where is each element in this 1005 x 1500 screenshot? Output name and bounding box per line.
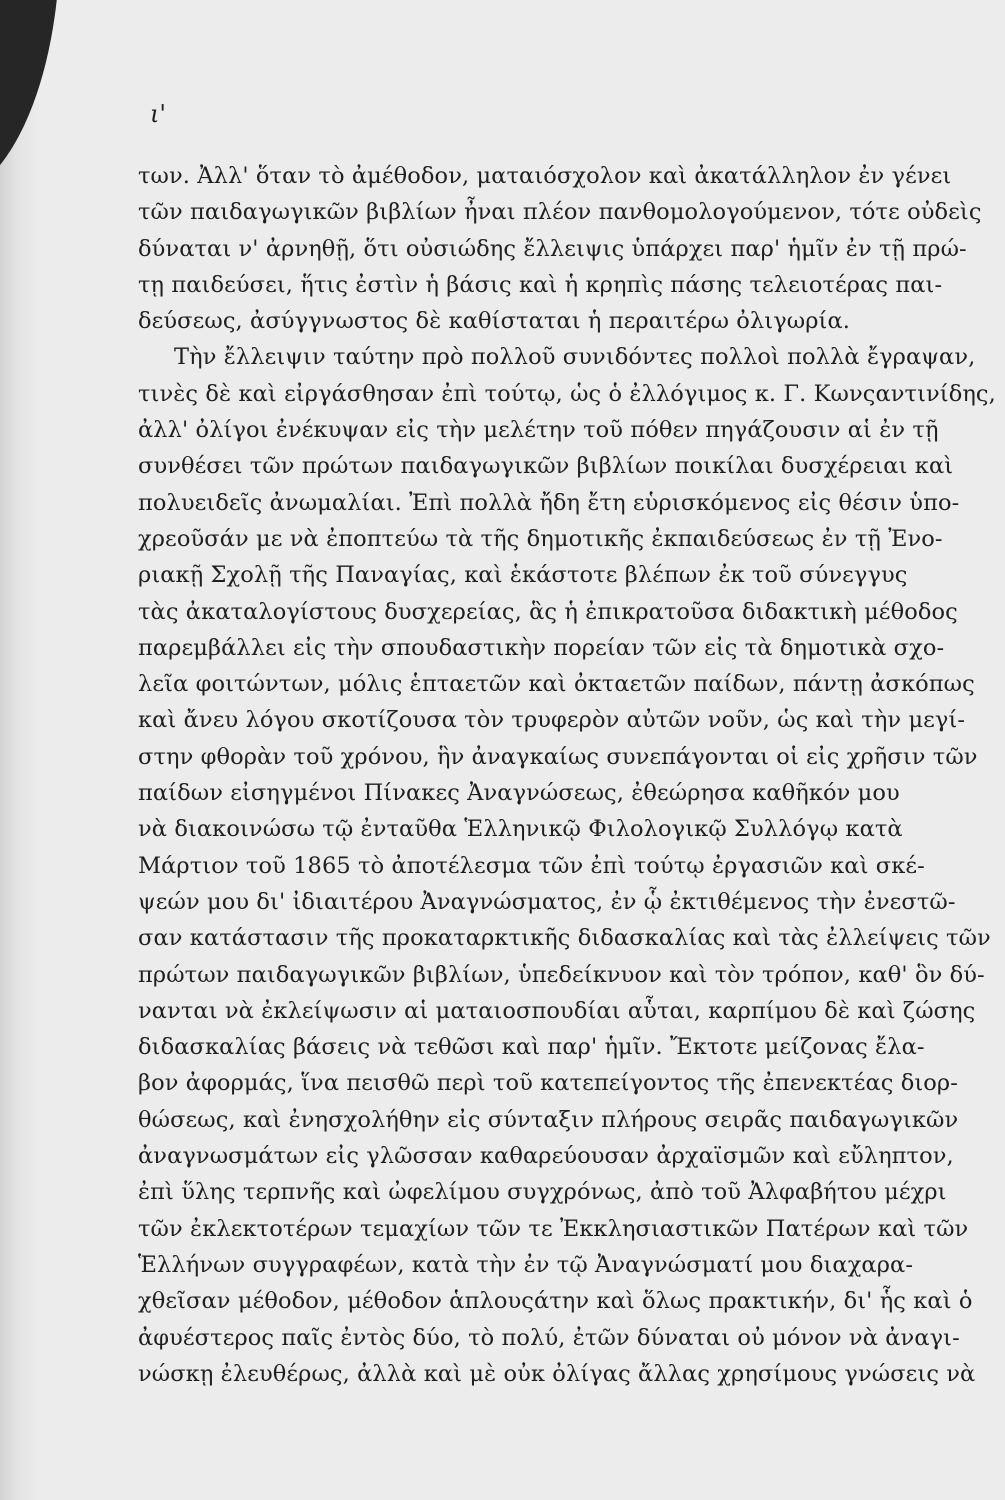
text-line: τῶν παιδαγωγικῶν βιβλίων ἦναι πλέον πανθομολογούμενον, τότε οὐδεὶς — [138, 199, 982, 226]
text-line: καὶ ἄνευ λόγου σκοτίζουσα τὸν τρυφερὸν αὐτῶν νοῦν, ὡς καὶ τὴν μεγί- — [138, 707, 966, 734]
text-line: Τὴν ἔλλειψιν ταύτην πρὸ πολλοῦ συνιδόντες πολλοὶ πολλὰ ἔγραψαν, — [174, 344, 976, 371]
text-line: βον ἀφορμάς, ἵνα πεισθῶ περὶ τοῦ κατεπείγοντος τῆς ἐπενεκτέας διορ- — [138, 1070, 958, 1097]
text-line: λεῖα φοιτώντων, μόλις ἑπταετῶν καὶ ὀκταετῶν παίδων, πάντῃ ἀσκόπως — [138, 671, 975, 698]
body-text — [138, 158, 996, 1392]
text-line: χθεῖσαν μέθοδον, μέθοδον ἁπλουςάτην καὶ ὅλως πρακτικήν, δι' ἧς καὶ ὁ — [138, 1288, 973, 1315]
text-line: των. Ἀλλ' ὅταν τὸ ἀμέθοδον, ματαιόσχολον καὶ ἀκατάλληλον ἐν γένει — [138, 163, 952, 189]
text-line: παρεμβάλλει εἰς τὴν σπουδαστικὴν πορείαν τῶν εἰς τὰ δημοτικὰ σχο- — [138, 634, 945, 661]
text-line: στην φθορὰν τοῦ χρόνου, ἣν ἀναγκαίως συνεπάγονται οἱ εἰς χρῆσιν τῶν — [138, 743, 978, 770]
text-line: πολυειδεῖς ἀνωμαλίαι. Ἐπὶ πολλὰ ἤδη ἔτη εὑρισκόμενος εἰς θέσιν ὑπο- — [138, 489, 960, 516]
text-line: Μάρτιον τοῦ 1865 τὸ ἀποτέλεσμα τῶν ἐπὶ τούτῳ ἐργασιῶν καὶ σκέ- — [138, 852, 925, 879]
text-line: χρεοῦσάν με νὰ ἐποπτεύω τὰ τῆς δημοτικῆς ἐκπαιδεύσεως ἐν τῇ Ἐνο- — [138, 525, 943, 552]
text-line: ἐπὶ ὕλης τερπνῆς καὶ ὠφελίμου συγχρόνως, ἀπὸ τοῦ Ἀλφαβήτου μέχρι — [138, 1179, 947, 1206]
text-line: ριακῇ Σχολῇ τῆς Παναγίας, καὶ ἑκάστοτε βλέπων ἐκ τοῦ σύνεγγυς — [138, 562, 908, 589]
text-line: τινὲς δὲ καὶ εἰργάσθησαν ἐπὶ τούτῳ, ὡς ὁ ἐλλόγιμος κ. Γ. Κωνςαντινίδης, — [138, 380, 996, 407]
text-line: θώσεως, καὶ ἐνησχολήθην εἰς σύνταξιν πλήρους σειρᾶς παιδαγωγικῶν — [138, 1106, 959, 1133]
text-line: νὰ διακοινώσω τῷ ἐνταῦθα Ἑλληνικῷ Φιλολογικῷ Συλλόγῳ κατὰ — [138, 816, 903, 843]
text-line: ἀλλ' ὀλίγοι ἐνέκυψαν εἰς τὴν μελέτην τοῦ πόθεν πηγάζουσιν αἱ ἐν τῇ — [138, 417, 939, 444]
text-line: νανται νὰ ἐκλείψωσιν αἱ ματαιοσπουδίαι αὗται, καρπίμου δὲ καὶ ζώσης — [138, 997, 976, 1024]
text-line: νώσκῃ ἐλευθέρως, ἀλλὰ καὶ μὲ οὐκ ὀλίγας ἄλλας χρησίμους γνώσεις νὰ — [138, 1360, 976, 1387]
text-line: Ἑλλήνων συγγραφέων, κατὰ τὴν ἐν τῷ Ἀναγνώσματί μου διαχαρα- — [138, 1251, 914, 1278]
text-line: ἀναγνωσμάτων εἰς γλῶσσαν καθαρεύουσαν ἀρχαϊσμῶν καὶ εὔληπτον, — [138, 1143, 954, 1170]
text-line: ἀφυέστερος παῖς ἐντὸς δύο, τὸ πολύ, ἐτῶν δύναται οὐ μόνον νὰ ἀναγι- — [138, 1324, 960, 1351]
text-line: ψεών μου δι' ἰδιαιτέρου Ἀναγνώσματος, ἐν ᾧ ἐκτιθέμενος τὴν ἐνεστῶ- — [138, 888, 956, 915]
text-line: δύναται ν' ἀρνηθῇ, ὅτι οὐσιώδης ἔλλειψις ὑπάρχει παρ' ἡμῖν ἐν τῇ πρώ- — [138, 235, 967, 262]
text-line: τῶν ἐκλεκτοτέρων τεμαχίων τῶν τε Ἐκκλησιαστικῶν Πατέρων καὶ τῶν — [138, 1215, 969, 1242]
text-line: συνθέσει τῶν πρώτων παιδαγωγικῶν βιβλίων ποικίλαι δυσχέρειαι καὶ — [138, 453, 954, 480]
text-line: σαν κατάστασιν τῆς προκαταρκτικῆς διδασκαλίας καὶ τὰς ἐλλείψεις τῶν — [138, 925, 991, 952]
text-line: πρώτων παιδαγωγικῶν βιβλίων, ὑπεδείκνυον καὶ τὸν τρόπον, καθ' ὃν δύ- — [138, 961, 985, 988]
text-line: παίδων εἰσηγμένοι Πίνακες Ἀναγνώσεως, ἐθεώρησα καθῆκόν μου — [138, 780, 900, 807]
text-line: τῃ παιδεύσει, ἥτις ἐστὶν ἡ βάσις καὶ ἡ κρηπὶς πάσης τελειοτέρας παι- — [138, 271, 943, 298]
page-number: ι' — [150, 100, 167, 128]
text-line: διδασκαλίας βάσεις νὰ τεθῶσι καὶ παρ' ἡμῖν. Ἔκτοτε μείζονας ἔλα- — [138, 1034, 925, 1061]
text-line: δεύσεως, ἀσύγγνωστος δὲ καθίσταται ἡ περαιτέρω ὀλιγωρία. — [138, 308, 850, 335]
text-line: τὰς ἀκαταλογίστους δυσχερείας, ἃς ἡ ἐπικρατοῦσα διδακτικὴ μέθοδος — [138, 598, 958, 625]
page-edge-shadow — [0, 0, 40, 1500]
